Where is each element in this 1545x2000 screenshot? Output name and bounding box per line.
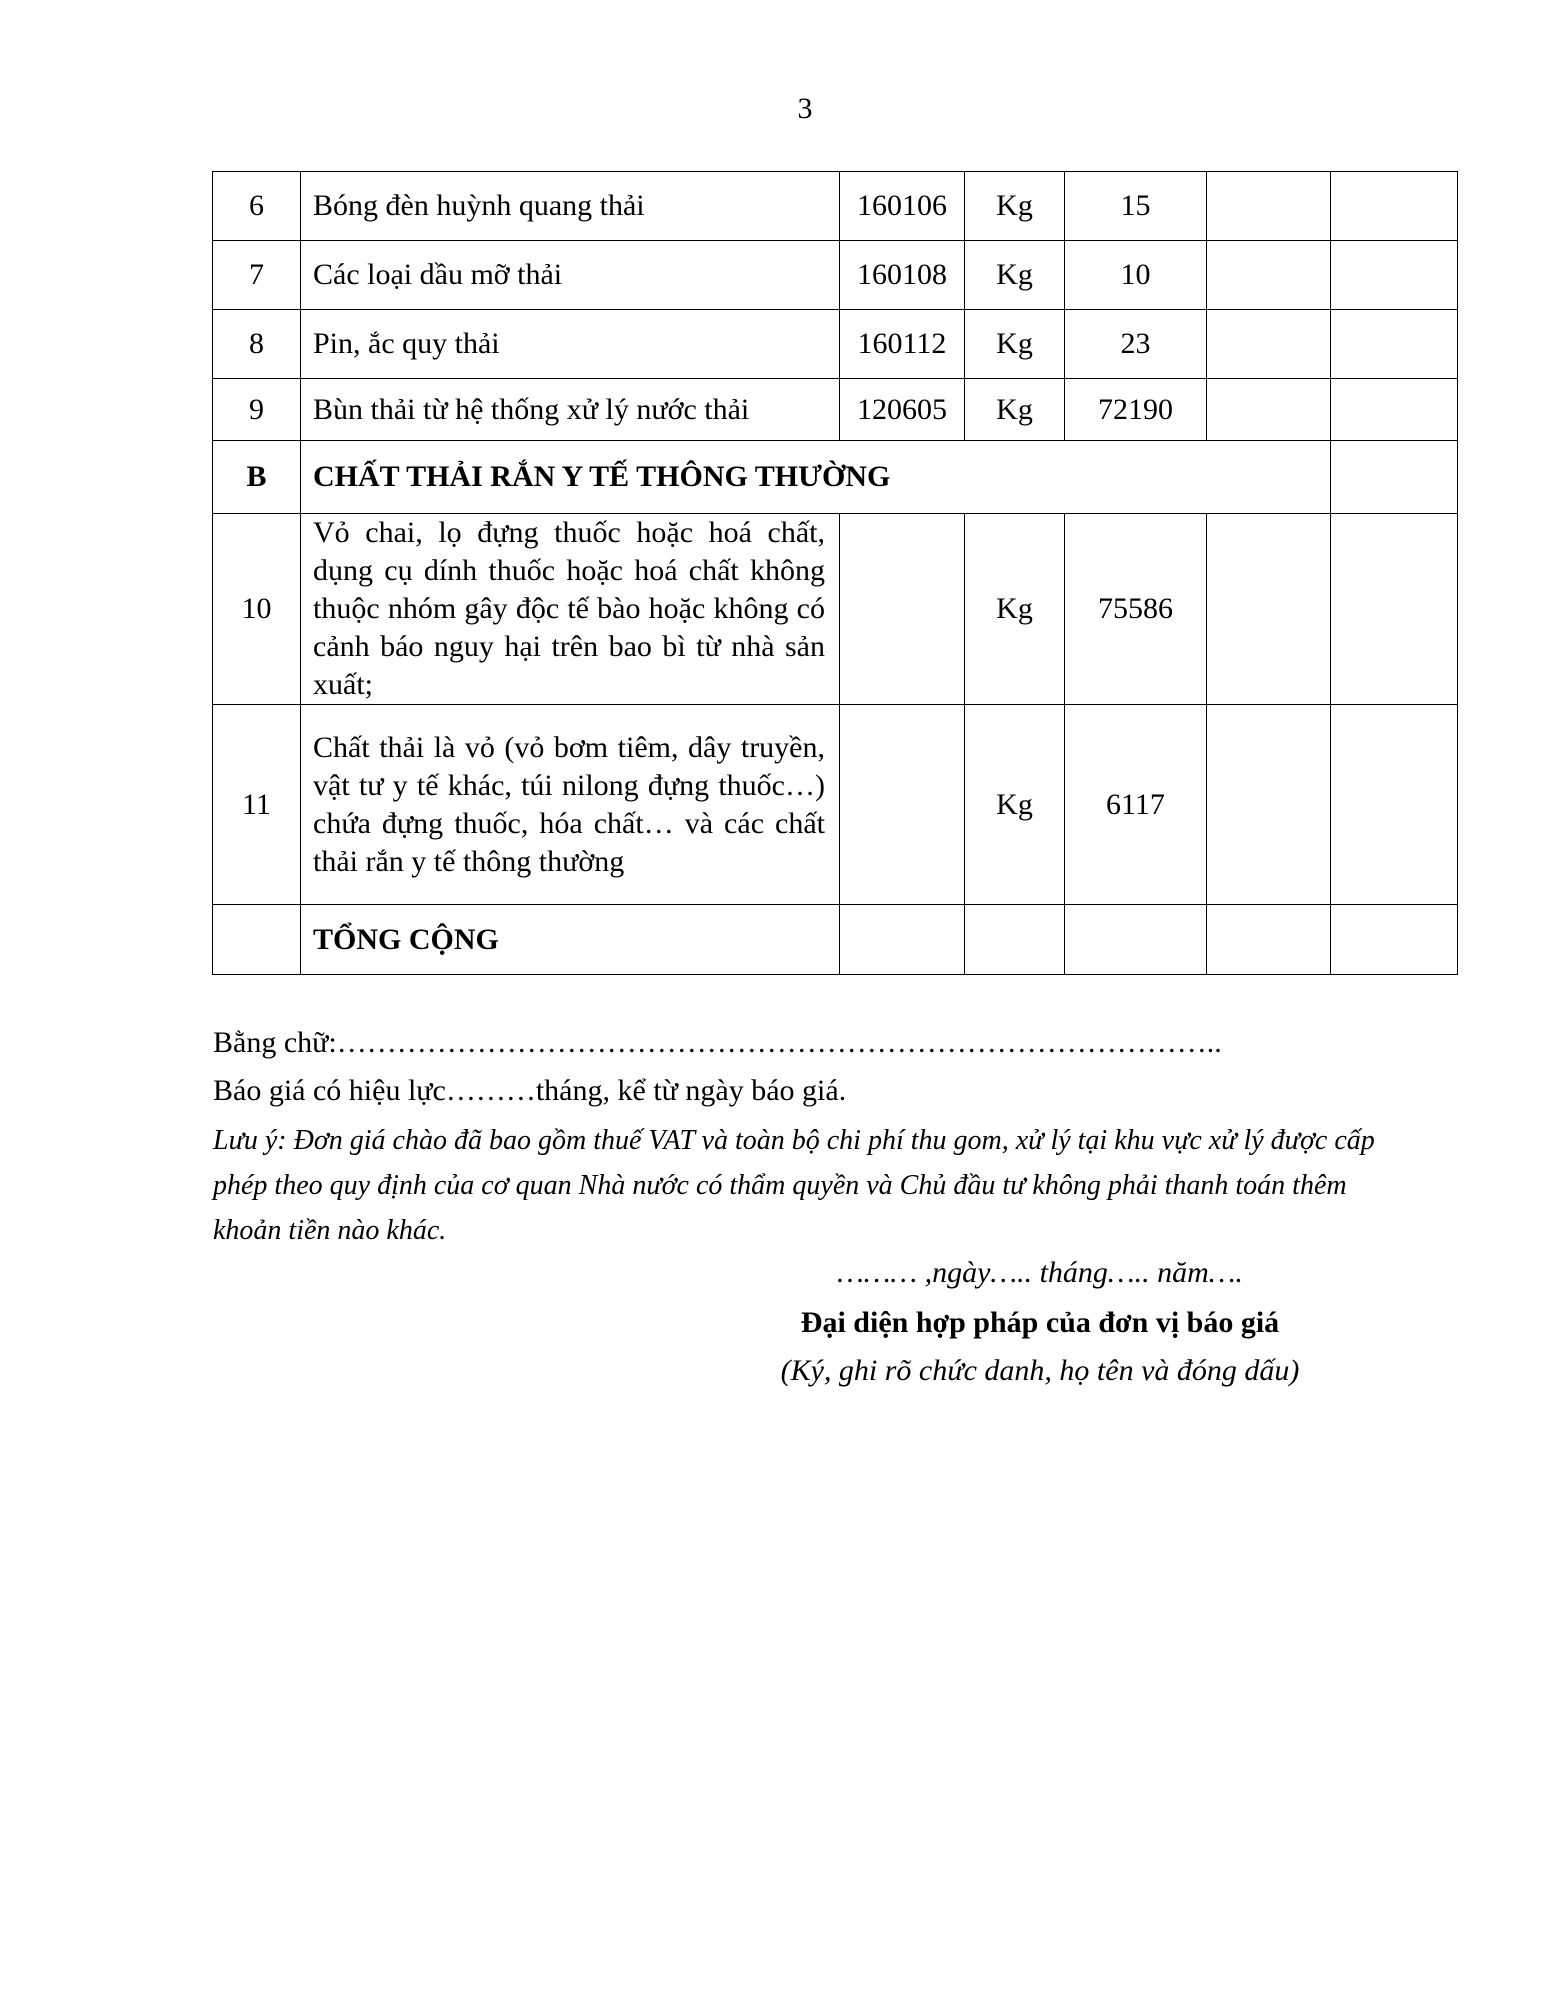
- signature-title: Đại diện hợp pháp của đơn vị báo giá: [800, 1306, 1280, 1339]
- amount-cell: [1331, 514, 1458, 705]
- empty-cell: [965, 905, 1065, 975]
- amount-cell: [1331, 379, 1458, 441]
- waste-code: 160108: [840, 241, 965, 310]
- waste-code: 160112: [840, 310, 965, 379]
- table-row: [213, 379, 1458, 441]
- row-number: 6: [213, 172, 301, 241]
- waste-name: Vỏ chai, lọ đựng thuốc hoặc hoá chất, dụng cụ dính thuốc hoặc hoá chất không thuộc nhóm gây độc tế bào hoặc không có cảnh báo nguy hại trên bao bì từ nhà sản xuất;: [301, 514, 840, 705]
- table-row: [213, 310, 1458, 379]
- quantity: 72190: [1065, 379, 1207, 441]
- waste-name: Bóng đèn huỳnh quang thải: [301, 172, 840, 241]
- empty-cell: [840, 905, 965, 975]
- waste-name: Pin, ắc quy thải: [301, 310, 840, 379]
- quantity: 15: [1065, 172, 1207, 241]
- quantity: 10: [1065, 241, 1207, 310]
- total-row: [213, 905, 1458, 975]
- total-label: TỔNG CỘNG: [301, 905, 840, 975]
- waste-quote-table: [212, 171, 1458, 975]
- waste-code: [840, 705, 965, 905]
- unit-price-cell: [1207, 514, 1331, 705]
- amount-cell: [1331, 172, 1458, 241]
- table-row: [213, 172, 1458, 241]
- empty-cell: [1065, 905, 1207, 975]
- unit-price-cell: [1207, 310, 1331, 379]
- row-number: 8: [213, 310, 301, 379]
- waste-name: Bùn thải từ hệ thống xử lý nước thải: [301, 379, 840, 441]
- section-title: CHẤT THẢI RẮN Y TẾ THÔNG THƯỜNG: [301, 441, 1331, 514]
- unit-price-cell: [1207, 241, 1331, 310]
- amount-cell: [1331, 310, 1458, 379]
- quantity: 75586: [1065, 514, 1207, 705]
- amount-in-words: Bằng chữ:……………………………………………………………………………..: [213, 1026, 1222, 1059]
- unit: Kg: [965, 514, 1065, 705]
- unit-price-cell: [1207, 172, 1331, 241]
- empty-cell: [1207, 905, 1331, 975]
- waste-code: 160106: [840, 172, 965, 241]
- table-row: [213, 705, 1458, 905]
- waste-code: 120605: [840, 379, 965, 441]
- row-number: 9: [213, 379, 301, 441]
- waste-code: [840, 514, 965, 705]
- empty-cell: [213, 905, 301, 975]
- row-number: 7: [213, 241, 301, 310]
- unit: Kg: [965, 310, 1065, 379]
- page-number: 3: [797, 92, 813, 125]
- validity-line: Báo giá có hiệu lực………tháng, kể từ ngày báo giá.: [213, 1074, 847, 1107]
- amount-cell: [1331, 441, 1458, 514]
- section-header-row: [213, 441, 1458, 514]
- amount-cell: [1331, 705, 1458, 905]
- unit: Kg: [965, 379, 1065, 441]
- row-number: 11: [213, 705, 301, 905]
- unit: Kg: [965, 705, 1065, 905]
- section-number: B: [213, 441, 301, 514]
- unit: Kg: [965, 172, 1065, 241]
- quantity: 23: [1065, 310, 1207, 379]
- note-paragraph: Lưu ý: Đơn giá chào đã bao gồm thuế VAT và toàn bộ chi phí thu gom, xử lý tại khu vực xử lý được cấp phép theo quy định của cơ quan Nhà nước có thẩm quyền và Chủ đầu tư không phải thanh toán thêm khoản tiền nào khác.: [213, 1125, 1375, 1246]
- date-line: ……… ,ngày….. tháng….. năm….: [837, 1256, 1243, 1289]
- unit-price-cell: [1207, 379, 1331, 441]
- unit-price-cell: [1207, 705, 1331, 905]
- total-amount-cell: [1331, 905, 1458, 975]
- signature-instruction: (Ký, ghi rõ chức danh, họ tên và đóng dấu): [780, 1354, 1300, 1387]
- table-row: [213, 514, 1458, 705]
- quantity: 6117: [1065, 705, 1207, 905]
- waste-name: Chất thải là vỏ (vỏ bơm tiêm, dây truyền, vật tư y tế khác, túi nilong đựng thuốc…) chứa đựng thuốc, hóa chất… và các chất thải rắn y tế thông thường: [301, 705, 840, 905]
- unit: Kg: [965, 241, 1065, 310]
- amount-cell: [1331, 241, 1458, 310]
- row-number: 10: [213, 514, 301, 705]
- waste-name: Các loại dầu mỡ thải: [301, 241, 840, 310]
- table-row: [213, 241, 1458, 310]
